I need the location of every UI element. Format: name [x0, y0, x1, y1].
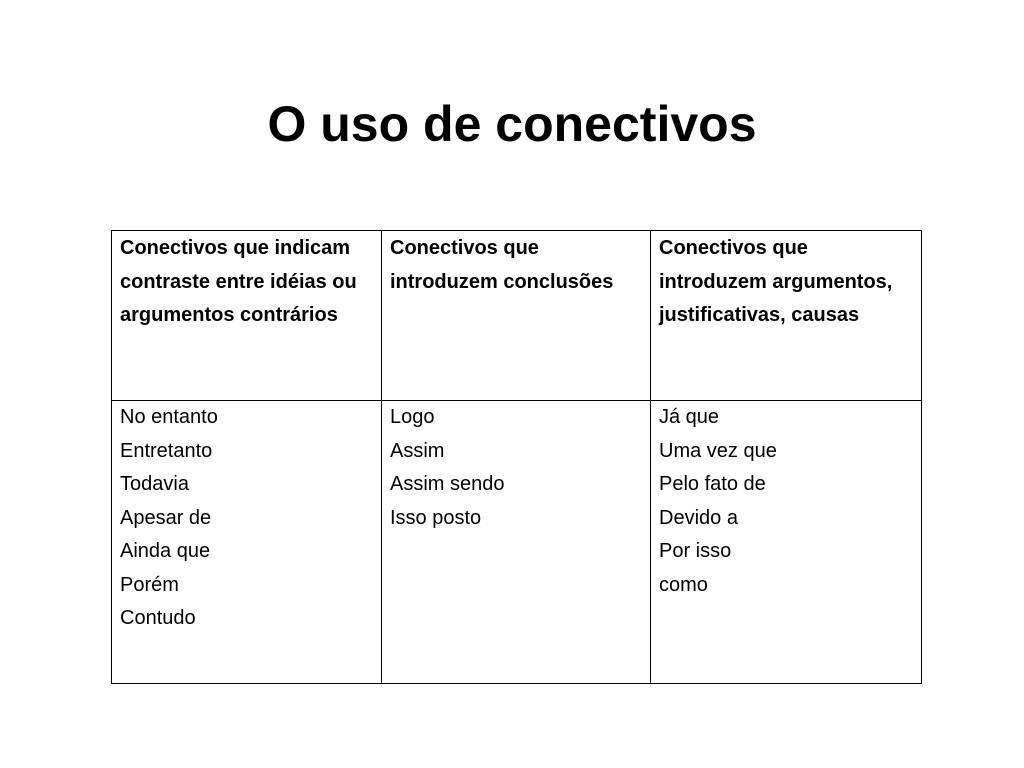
cell-cause-items	[651, 401, 922, 684]
list-item: Assim	[390, 439, 445, 462]
list-item: Devido a	[659, 506, 738, 529]
list-item: Ainda que	[120, 540, 211, 562]
slide-title: O uso de conectivos	[267, 96, 757, 152]
connectives-table	[111, 230, 922, 684]
list-item: Assim sendo	[390, 473, 505, 495]
table-body-row	[112, 401, 922, 684]
list-item: Todavia	[120, 473, 189, 495]
list-item: Uma vez que	[659, 439, 777, 462]
header-cell-contrast	[112, 231, 382, 401]
list-item: Logo	[390, 406, 435, 428]
list-item: como	[659, 573, 708, 596]
list-item: Contudo	[120, 607, 196, 629]
cell-conclusion-items	[382, 401, 651, 684]
table-header-row	[112, 231, 922, 401]
cell-contrast-items	[112, 401, 382, 684]
header-cell-cause	[651, 231, 922, 401]
header-conclusion-label: Conectivos que introduzem conclusões	[390, 237, 614, 293]
header-contrast-label: Conectivos que indicam contraste entre idéias ou argumentos contrários	[120, 237, 357, 326]
list-item: Porém	[120, 573, 179, 596]
list-item: Já que	[659, 406, 720, 428]
list-item: Por isso	[659, 540, 732, 562]
list-item: Isso posto	[390, 506, 482, 529]
list-item: Apesar de	[120, 506, 212, 529]
list-item: Pelo fato de	[659, 473, 766, 495]
list-item: No entanto	[120, 406, 218, 428]
header-cell-conclusion	[382, 231, 651, 401]
header-cause-label: Conectivos que introduzem argumentos, justificativas, causas	[659, 237, 893, 326]
list-item: Entretanto	[120, 439, 213, 462]
